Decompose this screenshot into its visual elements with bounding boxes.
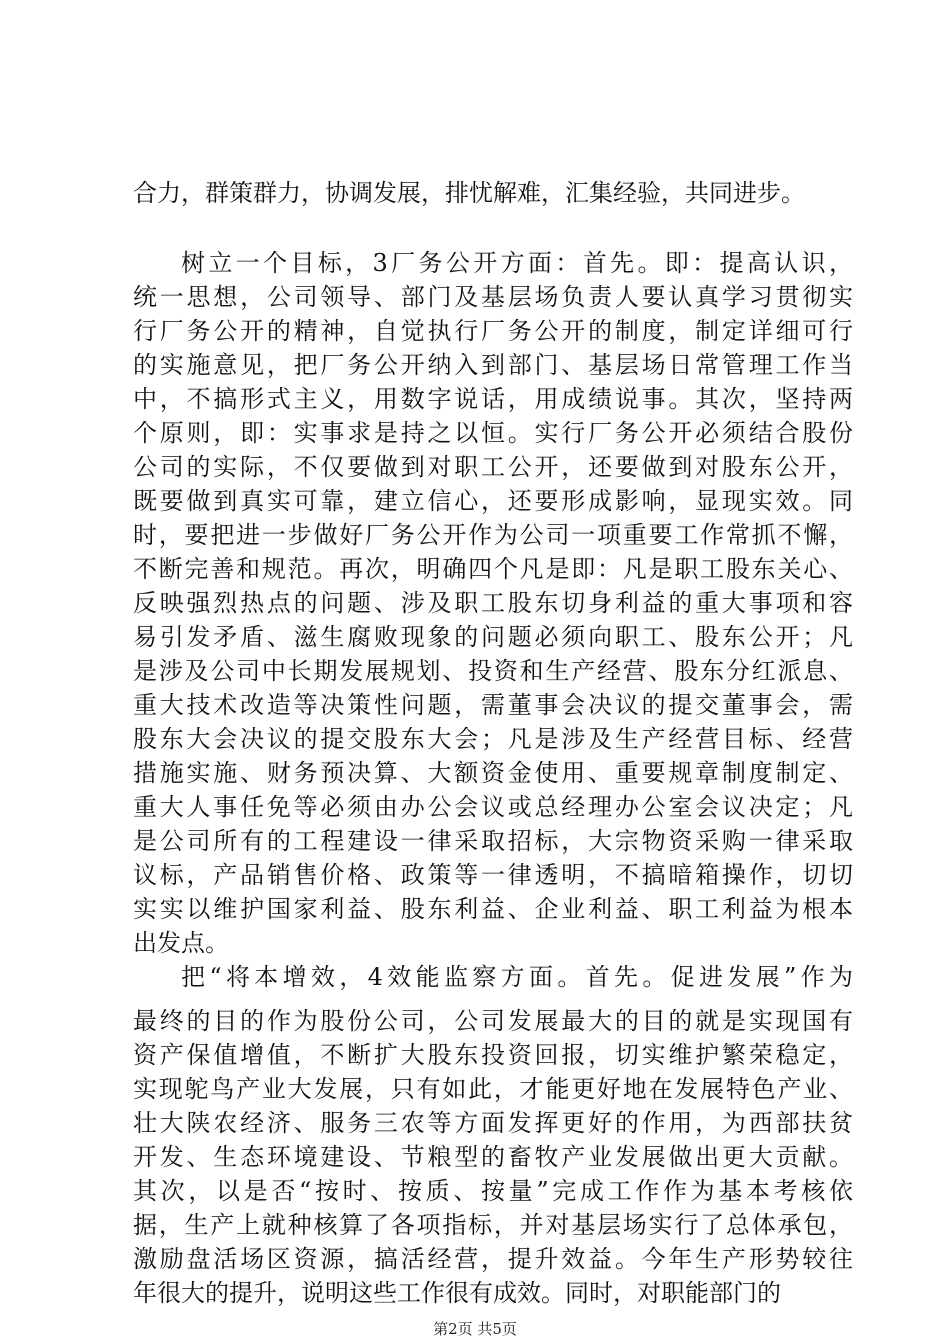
text-line: 把“将本增效，4效能监察方面。首先。促进发展”作为: [181, 963, 853, 991]
text-line: 合力，群策群力，协调发展，排忧解难，汇集经验，共同进步。: [133, 179, 805, 207]
text-line: 重大人事任免等必须由办公会议或总经理办公室会议决定；凡: [133, 793, 853, 821]
text-line: 据，生产上就种核算了各项指标，并对基层场实行了总体承包，: [133, 1211, 853, 1239]
text-line: 股东大会决议的提交股东大会；凡是涉及生产经营目标、经营: [133, 725, 853, 753]
text-line: 重大技术改造等决策性问题，需董事会决议的提交董事会，需: [133, 691, 853, 719]
text-line: 反映强烈热点的问题、涉及职工股东切身利益的重大事项和容: [133, 589, 853, 617]
text-line: 公司的实际，不仅要做到对职工公开，还要做到对股东公开，: [133, 453, 853, 481]
text-line: 开发、生态环境建设、节粮型的畜牧产业发展做出更大贡献。: [133, 1143, 853, 1171]
text-line: 行厂务公开的精神，自觉执行厂务公开的制度，制定详细可行: [133, 317, 853, 345]
text-line: 壮大陕农经济、服务三农等方面发挥更好的作用，为西部扶贫: [133, 1109, 853, 1137]
text-line: 实实以维护国家利益、股东利益、企业利益、职工利益为根本: [133, 895, 853, 923]
text-line: 年很大的提升，说明这些工作很有成效。同时，对职能部门的: [133, 1279, 781, 1307]
text-line: 最终的目的作为股份公司，公司发展最大的目的就是实现国有: [133, 1007, 853, 1035]
text-line: 既要做到真实可靠，建立信心，还要形成影响，显现实效。同: [133, 487, 853, 515]
text-line: 措施实施、财务预决算、大额资金使用、重要规章制度制定、: [133, 759, 853, 787]
text-line: 出发点。: [133, 929, 229, 957]
text-line: 议标，产品销售价格、政策等一律透明，不搞暗箱操作，切切: [133, 861, 853, 889]
text-line: 资产保值增值，不断扩大股东投资回报，切实维护繁荣稳定，: [133, 1041, 853, 1069]
text-line: 统一思想，公司领导、部门及基层场负责人要认真学习贯彻实: [133, 283, 853, 311]
text-line: 实现鸵鸟产业大发展，只有如此，才能更好地在发展特色产业、: [133, 1075, 853, 1103]
text-line: 易引发矛盾、滋生腐败现象的问题必须向职工、股东公开；凡: [133, 623, 853, 651]
text-line: 不断完善和规范。再次，明确四个凡是即：凡是职工股东关心、: [133, 555, 853, 583]
page-footer: 第2页 共5页: [433, 1320, 517, 1338]
text-line: 是公司所有的工程建设一律采取招标，大宗物资采购一律采取: [133, 827, 853, 855]
text-line: 的实施意见，把厂务公开纳入到部门、基层场日常管理工作当: [133, 351, 853, 379]
text-line: 激励盘活场区资源，搞活经营，提升效益。今年生产形势较往: [133, 1245, 853, 1273]
text-line: 其次，以是否“按时、按质、按量”完成工作作为基本考核依: [133, 1177, 853, 1205]
text-line: 树立一个目标，3厂务公开方面：首先。即：提高认识，: [181, 249, 853, 277]
text-line: 是涉及公司中长期发展规划、投资和生产经营、股东分红派息、: [133, 657, 853, 685]
text-line: 中，不搞形式主义，用数字说话，用成绩说事。其次，坚持两: [133, 385, 853, 413]
text-line: 时，要把进一步做好厂务公开作为公司一项重要工作常抓不懈，: [133, 521, 853, 549]
text-line: 个原则，即：实事求是持之以恒。实行厂务公开必须结合股份: [133, 419, 853, 447]
